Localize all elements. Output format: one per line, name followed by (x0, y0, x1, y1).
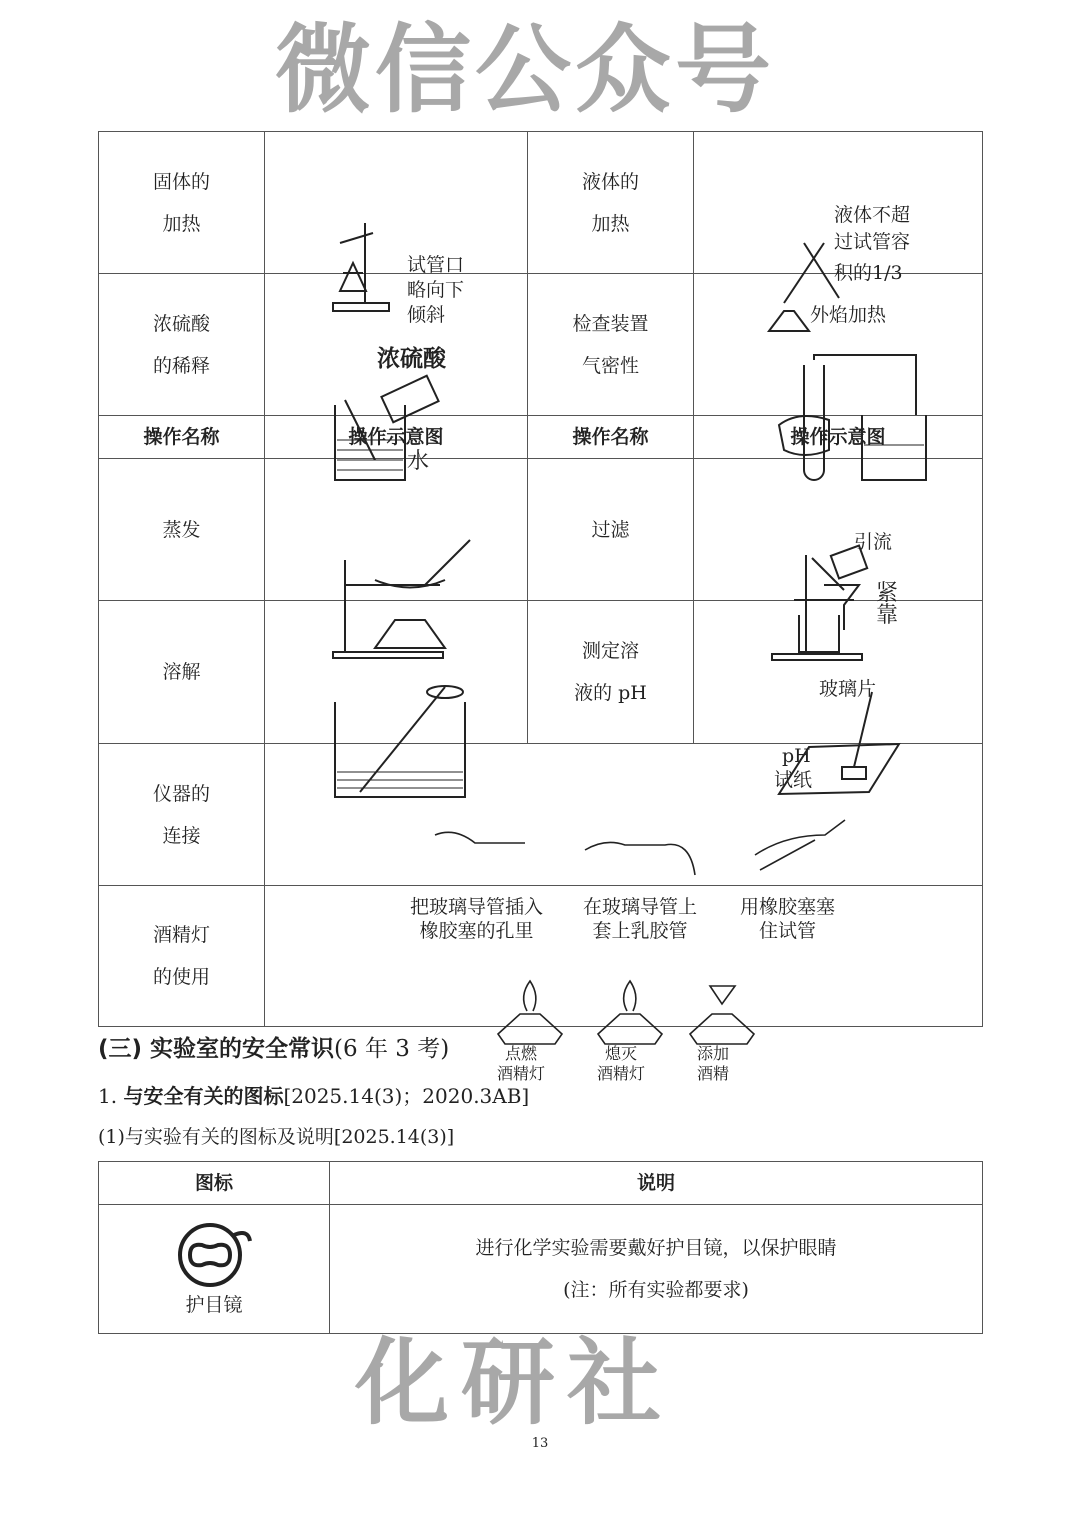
op-name: 蒸发 (99, 459, 265, 601)
op-name: 过滤 (528, 459, 694, 601)
op-name: 固体的 加热 (99, 132, 265, 274)
safety-icon-table (98, 1161, 983, 1334)
op-diagram-liquid-heating: 液体不超 过试管容 积的1/3 外焰加热 (694, 132, 983, 274)
description-cell: 进行化学实验需要戴好护目镜，以保护眼睛 (注：所有实验都要求) (330, 1205, 983, 1334)
page-number: 13 (531, 1436, 549, 1451)
col-header: 操作名称 (99, 416, 265, 459)
table-row (99, 1205, 983, 1334)
op-name: 溶解 (99, 601, 265, 744)
evaporation-illustration (265, 530, 528, 672)
col-header: 操作示意图 (694, 416, 983, 459)
airtightness-illustration (694, 345, 983, 487)
section-heading: (三) 实验室的安全常识(6 年 3 考) (98, 1036, 450, 1062)
op-diagram-alcohol-lamp: 点燃 酒精灯 熄灭 酒精灯 添加 酒精 (265, 886, 983, 1027)
col-header: 操作名称 (528, 416, 694, 459)
op-name: 浓硫酸 的稀释 (99, 274, 265, 416)
op-diagram-filtration: 引流 紧 靠 (694, 459, 983, 601)
goggles-icon (174, 1219, 254, 1291)
col-header: 图标 (99, 1162, 330, 1205)
op-name: 酒精灯 的使用 (99, 886, 265, 1027)
op-name: 仪器的 连接 (99, 744, 265, 886)
col-header: 说明 (330, 1162, 983, 1205)
op-name: 检查装置 气密性 (528, 274, 694, 416)
op-name: 测定溶 液的 pH (528, 601, 694, 744)
item-heading: 1. 与安全有关的图标[2025.14(3)；2020.3AB] (98, 1084, 530, 1108)
solid-heating-illustration (265, 203, 528, 345)
watermark-line1: 微信公众号 (275, 14, 775, 126)
op-diagram-ph-test: 玻璃片 pH 试纸 (694, 601, 983, 744)
op-name: 液体的 加热 (528, 132, 694, 274)
col-header: 操作示意图 (265, 416, 528, 459)
sub-heading: (1)与实验有关的图标及说明[2025.14(3)] (98, 1126, 455, 1148)
table-header-row (99, 1162, 983, 1205)
icon-label: 护目镜 (185, 1294, 243, 1316)
filtration-illustration (694, 530, 983, 672)
icon-cell (99, 1205, 330, 1334)
op-diagram-solid-heating: 试管口 略向下 倾斜 (265, 132, 528, 274)
dissolution-illustration (265, 672, 528, 815)
table-row (99, 132, 983, 274)
op-diagram-apparatus-connection: 把玻璃导管插入 橡胶塞的孔里 在玻璃导管上 套上乳胶管 用橡胶塞塞 住试管 (265, 744, 983, 886)
watermark-line2: 化研社 (355, 1329, 674, 1438)
op-diagram-acid-dilution: 浓硫酸 水 (265, 274, 528, 416)
